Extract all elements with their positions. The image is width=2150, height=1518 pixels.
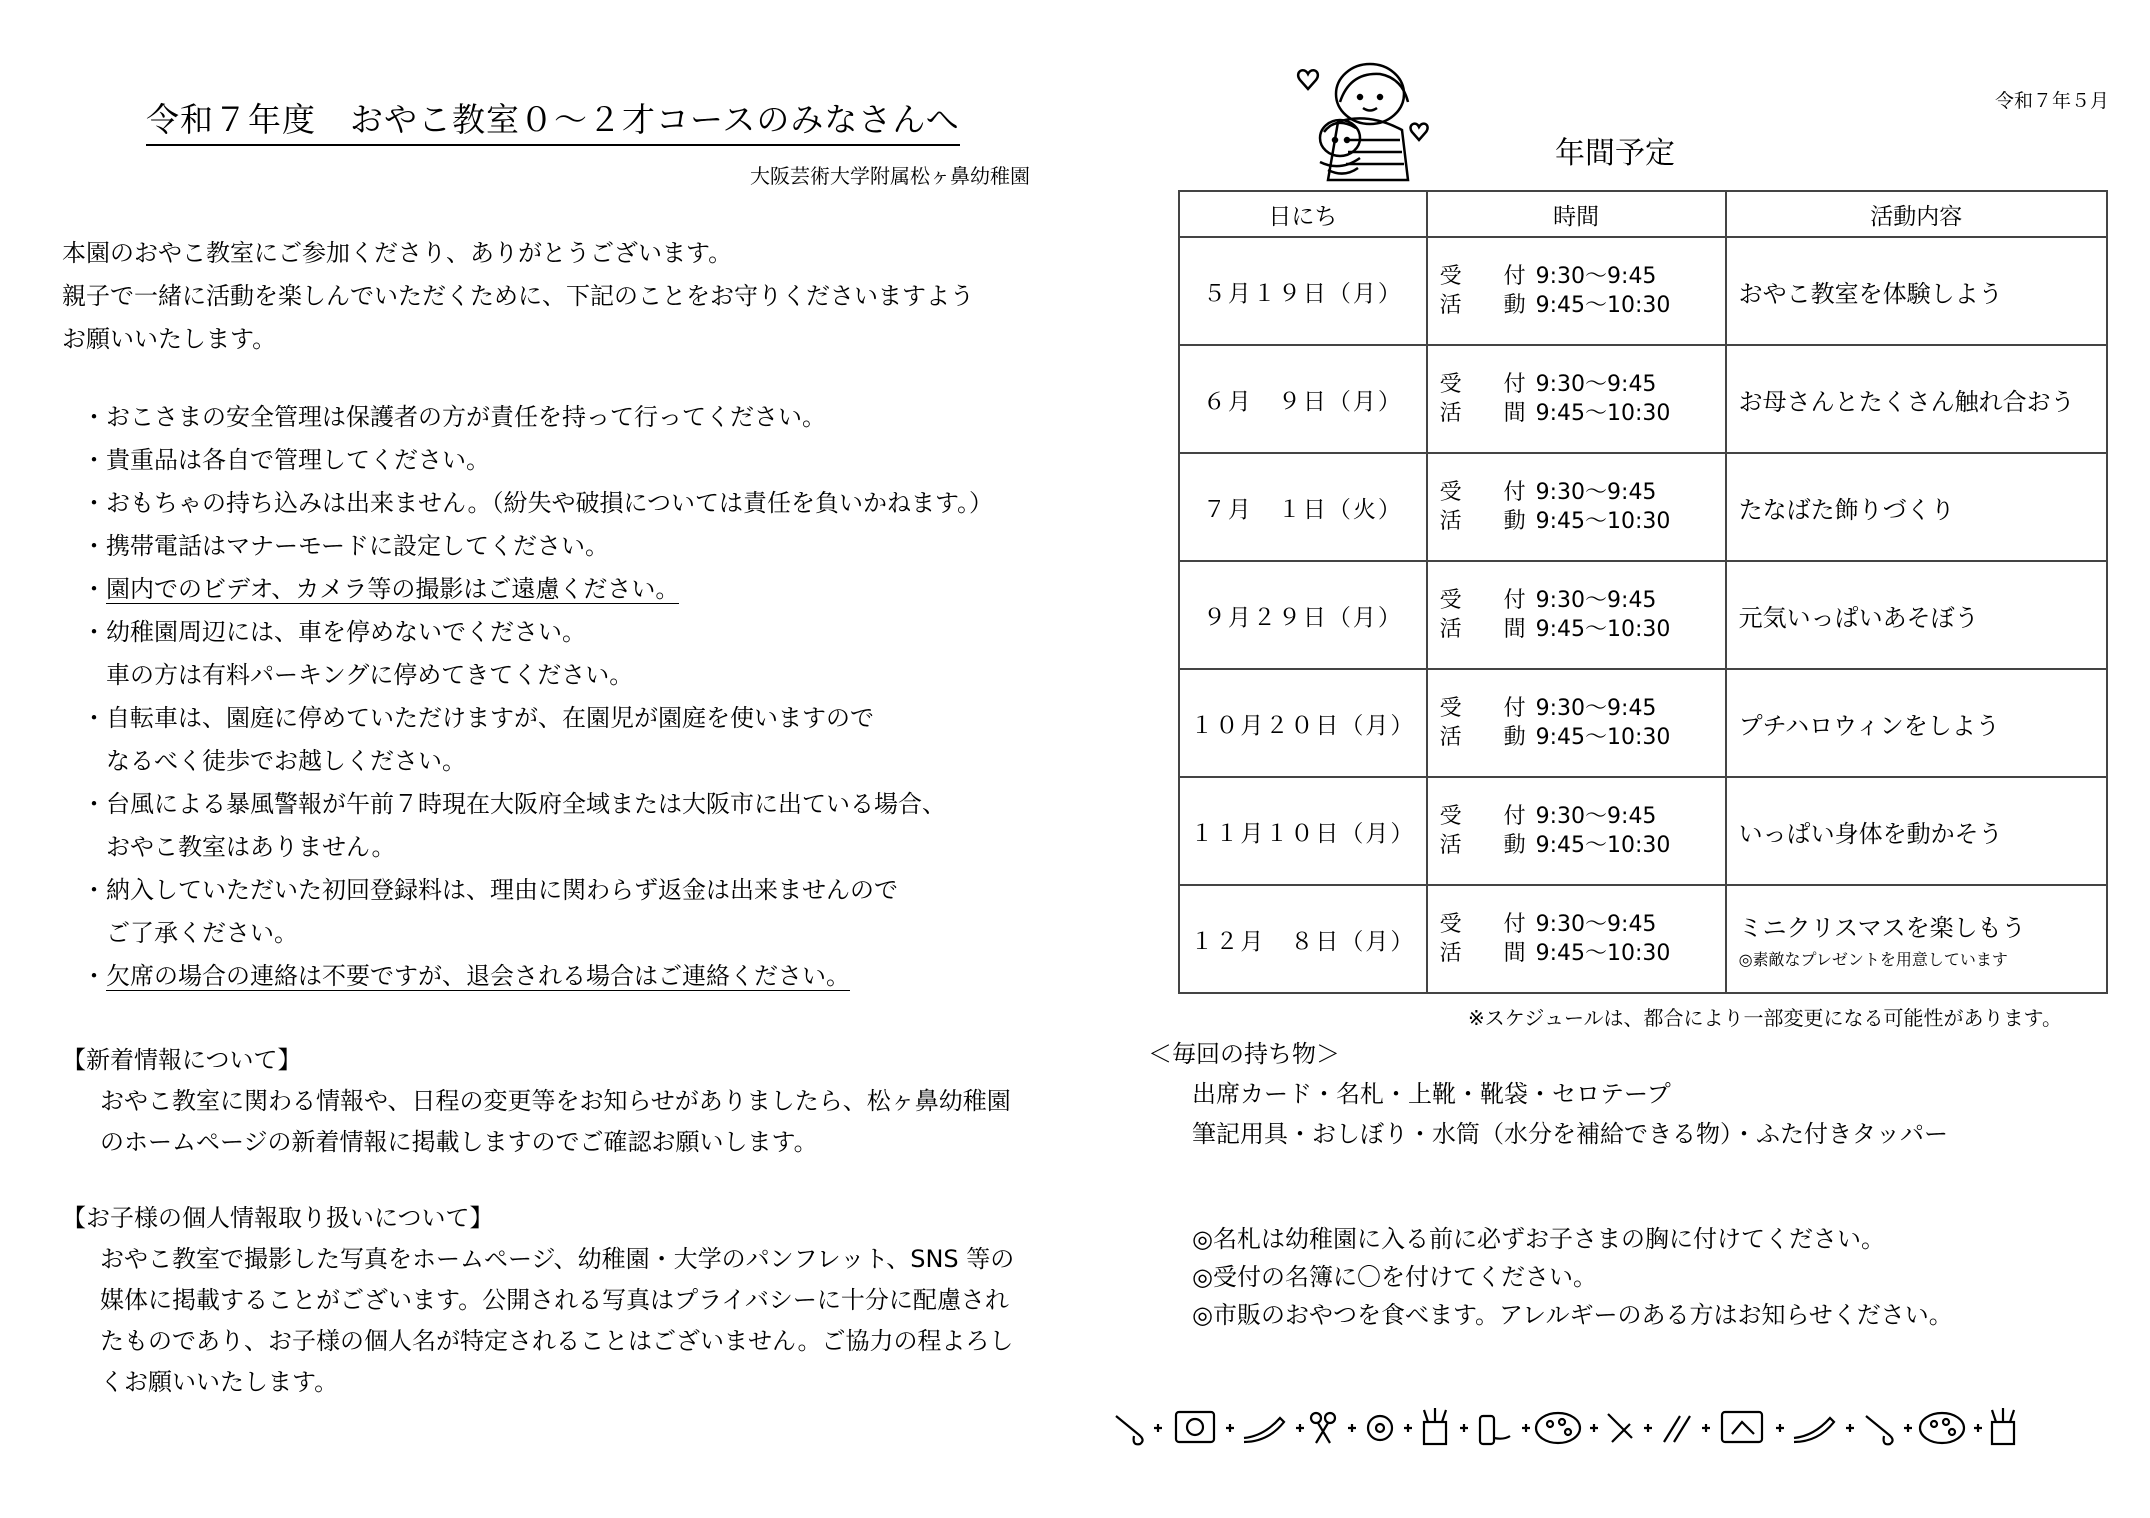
palette-icon [1920,1413,1964,1443]
rule-item: ・園内でのビデオ、カメラ等の撮影はご遠慮ください。 [82,575,680,603]
privacy-line: くお願いいたします。 [100,1368,339,1396]
rule-item: ・台風による暴風警報が午前７時現在大阪府全域または大阪市に出ている場合、 [82,790,946,818]
rule-item: ・携帯電話はマナーモードに設定してください。 [82,532,610,560]
tape-icon [1368,1416,1392,1440]
table-row [1179,561,2107,669]
palette-icon [1536,1413,1580,1443]
issue-date: 令和７年５月 [1995,90,2110,112]
table-row [1179,777,2107,885]
time-value: 9:45～10:30 [1535,509,1671,534]
time-label: 受 付 [1439,480,1536,505]
time-cell [1427,453,1726,561]
time-cell [1427,885,1726,993]
rule-item: ・おもちゃの持ち込みは出来ません。（紛失や破損については責任を負いかねます。） [82,489,994,517]
rules-list [82,396,993,998]
column-header: 日にち [1179,191,1427,237]
time-label: 活 動 [1439,833,1536,858]
time-cell [1427,777,1726,885]
time-value: 9:30～9:45 [1535,480,1657,505]
time-label: 受 付 [1439,696,1536,721]
news-line: おやこ教室に関わる情報や、日程の変更等をお知らせがありましたら、松ヶ鼻幼稚園 [100,1087,1011,1115]
rule-item: ・納入していただいた初回登録料は、理由に関わらず返金は出来ませんので [82,876,898,904]
privacy-heading: 【お子様の個人情報取り扱いについて】 [62,1204,494,1232]
activity-text: ミニクリスマスを楽しもう [1738,914,2026,942]
belongings-line: 筆記用具・おしぼり・水筒（水分を補給できる物）・ふた付きタッパー [1192,1120,1948,1148]
date-cell: １０月２０日（月） [1179,669,1427,777]
time-value: 9:30～9:45 [1535,912,1657,937]
belongings-line: 出席カード・名札・上靴・靴袋・セロテープ [1192,1080,1671,1108]
privacy-section [62,1198,1014,1403]
time-cell [1427,237,1726,345]
brush-icon [1116,1416,1143,1444]
date-cell: ６月 ９日（月） [1179,345,1427,453]
rule-item-underlined: 欠席の場合の連絡は不要ですが、退会される場合はご連絡ください。 [106,962,850,990]
activity-text: お母さんとたくさん触れ合おう [1738,387,2075,416]
activity-text: いっぱい身体を動かそう [1738,819,2003,848]
belongings-section [1148,1034,1948,1154]
date-cell: ９月２９日（月） [1179,561,1427,669]
time-value: 9:30～9:45 [1535,804,1657,829]
activity-text: プチハロウィンをしよう [1738,711,2000,740]
notice-item: ◎市販のおやつを食べます。アレルギーのある方はお知らせください。 [1192,1301,1953,1329]
picture-frame-icon [1722,1412,1762,1442]
schedule-footnote: ※スケジュールは、都合により一部変更になる可能性があります。 [1468,1006,2062,1030]
time-value: 9:30～9:45 [1535,372,1657,397]
intro-paragraph [62,232,974,361]
news-line: のホームページの新着情報に掲載しますのでご確認お願いします。 [100,1128,818,1156]
intro-line: お願いいたします。 [62,325,277,353]
intro-line: 親子で一緒に活動を楽しんでいただくために、下記のことをお守りくださいますよう [62,282,974,310]
rule-item-continued: 車の方は有料パーキングに停めてきてください。 [106,661,634,689]
rule-item: ・幼稚園周辺には、車を停めないでください。 [82,618,586,646]
mother-child-illustration [1290,52,1440,191]
heart-icon [1411,124,1428,140]
time-label: 受 付 [1439,588,1536,613]
activity-cell [1726,453,2107,561]
time-cell [1427,669,1726,777]
news-heading: 【新着情報について】 [62,1046,302,1074]
table-row [1179,237,2107,345]
activity-cell [1726,885,2107,993]
time-value: 9:45～10:30 [1535,401,1671,426]
table-row [1179,669,2107,777]
rule-item-underlined: 園内でのビデオ、カメラ等の撮影はご遠慮ください。 [106,575,680,603]
time-label: 受 付 [1439,912,1536,937]
time-label: 活 間 [1439,941,1536,966]
schedule-title: 年間予定 [1555,136,1675,171]
time-label: 受 付 [1439,804,1536,829]
pencil-cup-icon [1424,1408,1446,1444]
column-header: 活動内容 [1726,191,2107,237]
time-label: 受 付 [1439,372,1536,397]
rule-item: ・欠席の場合の連絡は不要ですが、退会される場合はご連絡ください。 [82,962,850,990]
time-label: 活 間 [1439,617,1536,642]
table-row [1179,885,2107,993]
activity-cell [1726,777,2107,885]
glue-icon [1480,1416,1510,1444]
schedule-table [1178,190,2108,994]
date-cell: １２月 ８日（月） [1179,885,1427,993]
notice-item: ◎名札は幼稚園に入る前に必ずお子さまの胸に付けてください。 [1192,1225,1885,1253]
time-label: 活 動 [1439,293,1536,318]
time-label: 受 付 [1439,264,1536,289]
activity-text: おやこ教室を体験しよう [1738,279,2003,308]
organization-name: 大阪芸術大学附属松ヶ鼻幼稚園 [750,164,1030,188]
activity-cell [1726,561,2107,669]
page-title: 令和７年度 おやこ教室０～２才コースのみなさんへ [146,94,960,146]
date-cell: ７月 １日（火） [1179,453,1427,561]
scissors-icon [1311,1413,1335,1443]
pencil-cup-icon [1992,1408,2014,1444]
rule-item-continued: なるべく徒歩でお越しください。 [106,747,466,775]
privacy-line: 媒体に掲載することがございます。公開される写真はプライバシーに十分に配慮され [100,1286,1009,1314]
notices-list [1192,1220,1953,1334]
notice-item: ◎受付の名簿に〇を付けてください。 [1192,1263,1597,1291]
picture-frame-icon [1176,1412,1214,1442]
activity-text: 元気いっぱいあそぼう [1738,603,1979,632]
activity-note: ◎素敵なプレゼントを用意しています [1738,950,2008,969]
table-row [1179,453,2107,561]
heart-icon [1298,70,1318,89]
activity-text: たなばた飾りづくり [1738,495,1955,524]
activity-cell [1726,237,2107,345]
brush-icon [1866,1416,1893,1444]
time-label: 活 間 [1439,401,1536,426]
date-cell: ５月１９日（月） [1179,237,1427,345]
brush-icon [1608,1414,1632,1442]
crayon-icon [1794,1418,1834,1442]
news-section [62,1040,1011,1163]
craft-tools-border [1108,1402,2108,1456]
intro-line: 本園のおやこ教室にご参加くださり、ありがとうございます。 [62,239,733,267]
belongings-heading: ＜毎回の持ち物＞ [1148,1040,1340,1068]
time-value: 9:45～10:30 [1535,833,1671,858]
privacy-line: たものであり、お子様の個人名が特定されることはございません。ご協力の程よろし [100,1327,1014,1355]
table-header-row [1179,191,2107,237]
rule-item: ・貴重品は各自で管理してください。 [82,446,490,474]
time-label: 活 動 [1439,509,1536,534]
pencils-icon [1664,1416,1690,1442]
rule-item: ・おこさまの安全管理は保護者の方が責任を持って行ってください。 [82,403,826,431]
column-header: 時間 [1427,191,1726,237]
time-value: 9:30～9:45 [1535,696,1657,721]
time-value: 9:45～10:30 [1535,725,1671,750]
activity-cell [1726,345,2107,453]
rule-item-continued: ご了承ください。 [106,919,298,947]
date-cell: １１月１０日（月） [1179,777,1427,885]
time-value: 9:30～9:45 [1535,588,1657,613]
table-row [1179,345,2107,453]
time-value: 9:45～10:30 [1535,617,1671,642]
time-value: 9:30～9:45 [1535,264,1657,289]
time-value: 9:45～10:30 [1535,293,1671,318]
crayon-icon [1244,1418,1284,1442]
time-cell [1427,561,1726,669]
activity-cell [1726,669,2107,777]
time-label: 活 動 [1439,725,1536,750]
rule-item-continued: おやこ教室はありません。 [106,833,396,861]
time-cell [1427,345,1726,453]
privacy-line: おやこ教室で撮影した写真をホームページ、幼稚園・大学のパンフレット、SNS 等の [100,1245,1015,1273]
time-value: 9:45～10:30 [1535,941,1671,966]
rule-item: ・自転車は、園庭に停めていただけますが、在園児が園庭を使いますので [82,704,874,732]
